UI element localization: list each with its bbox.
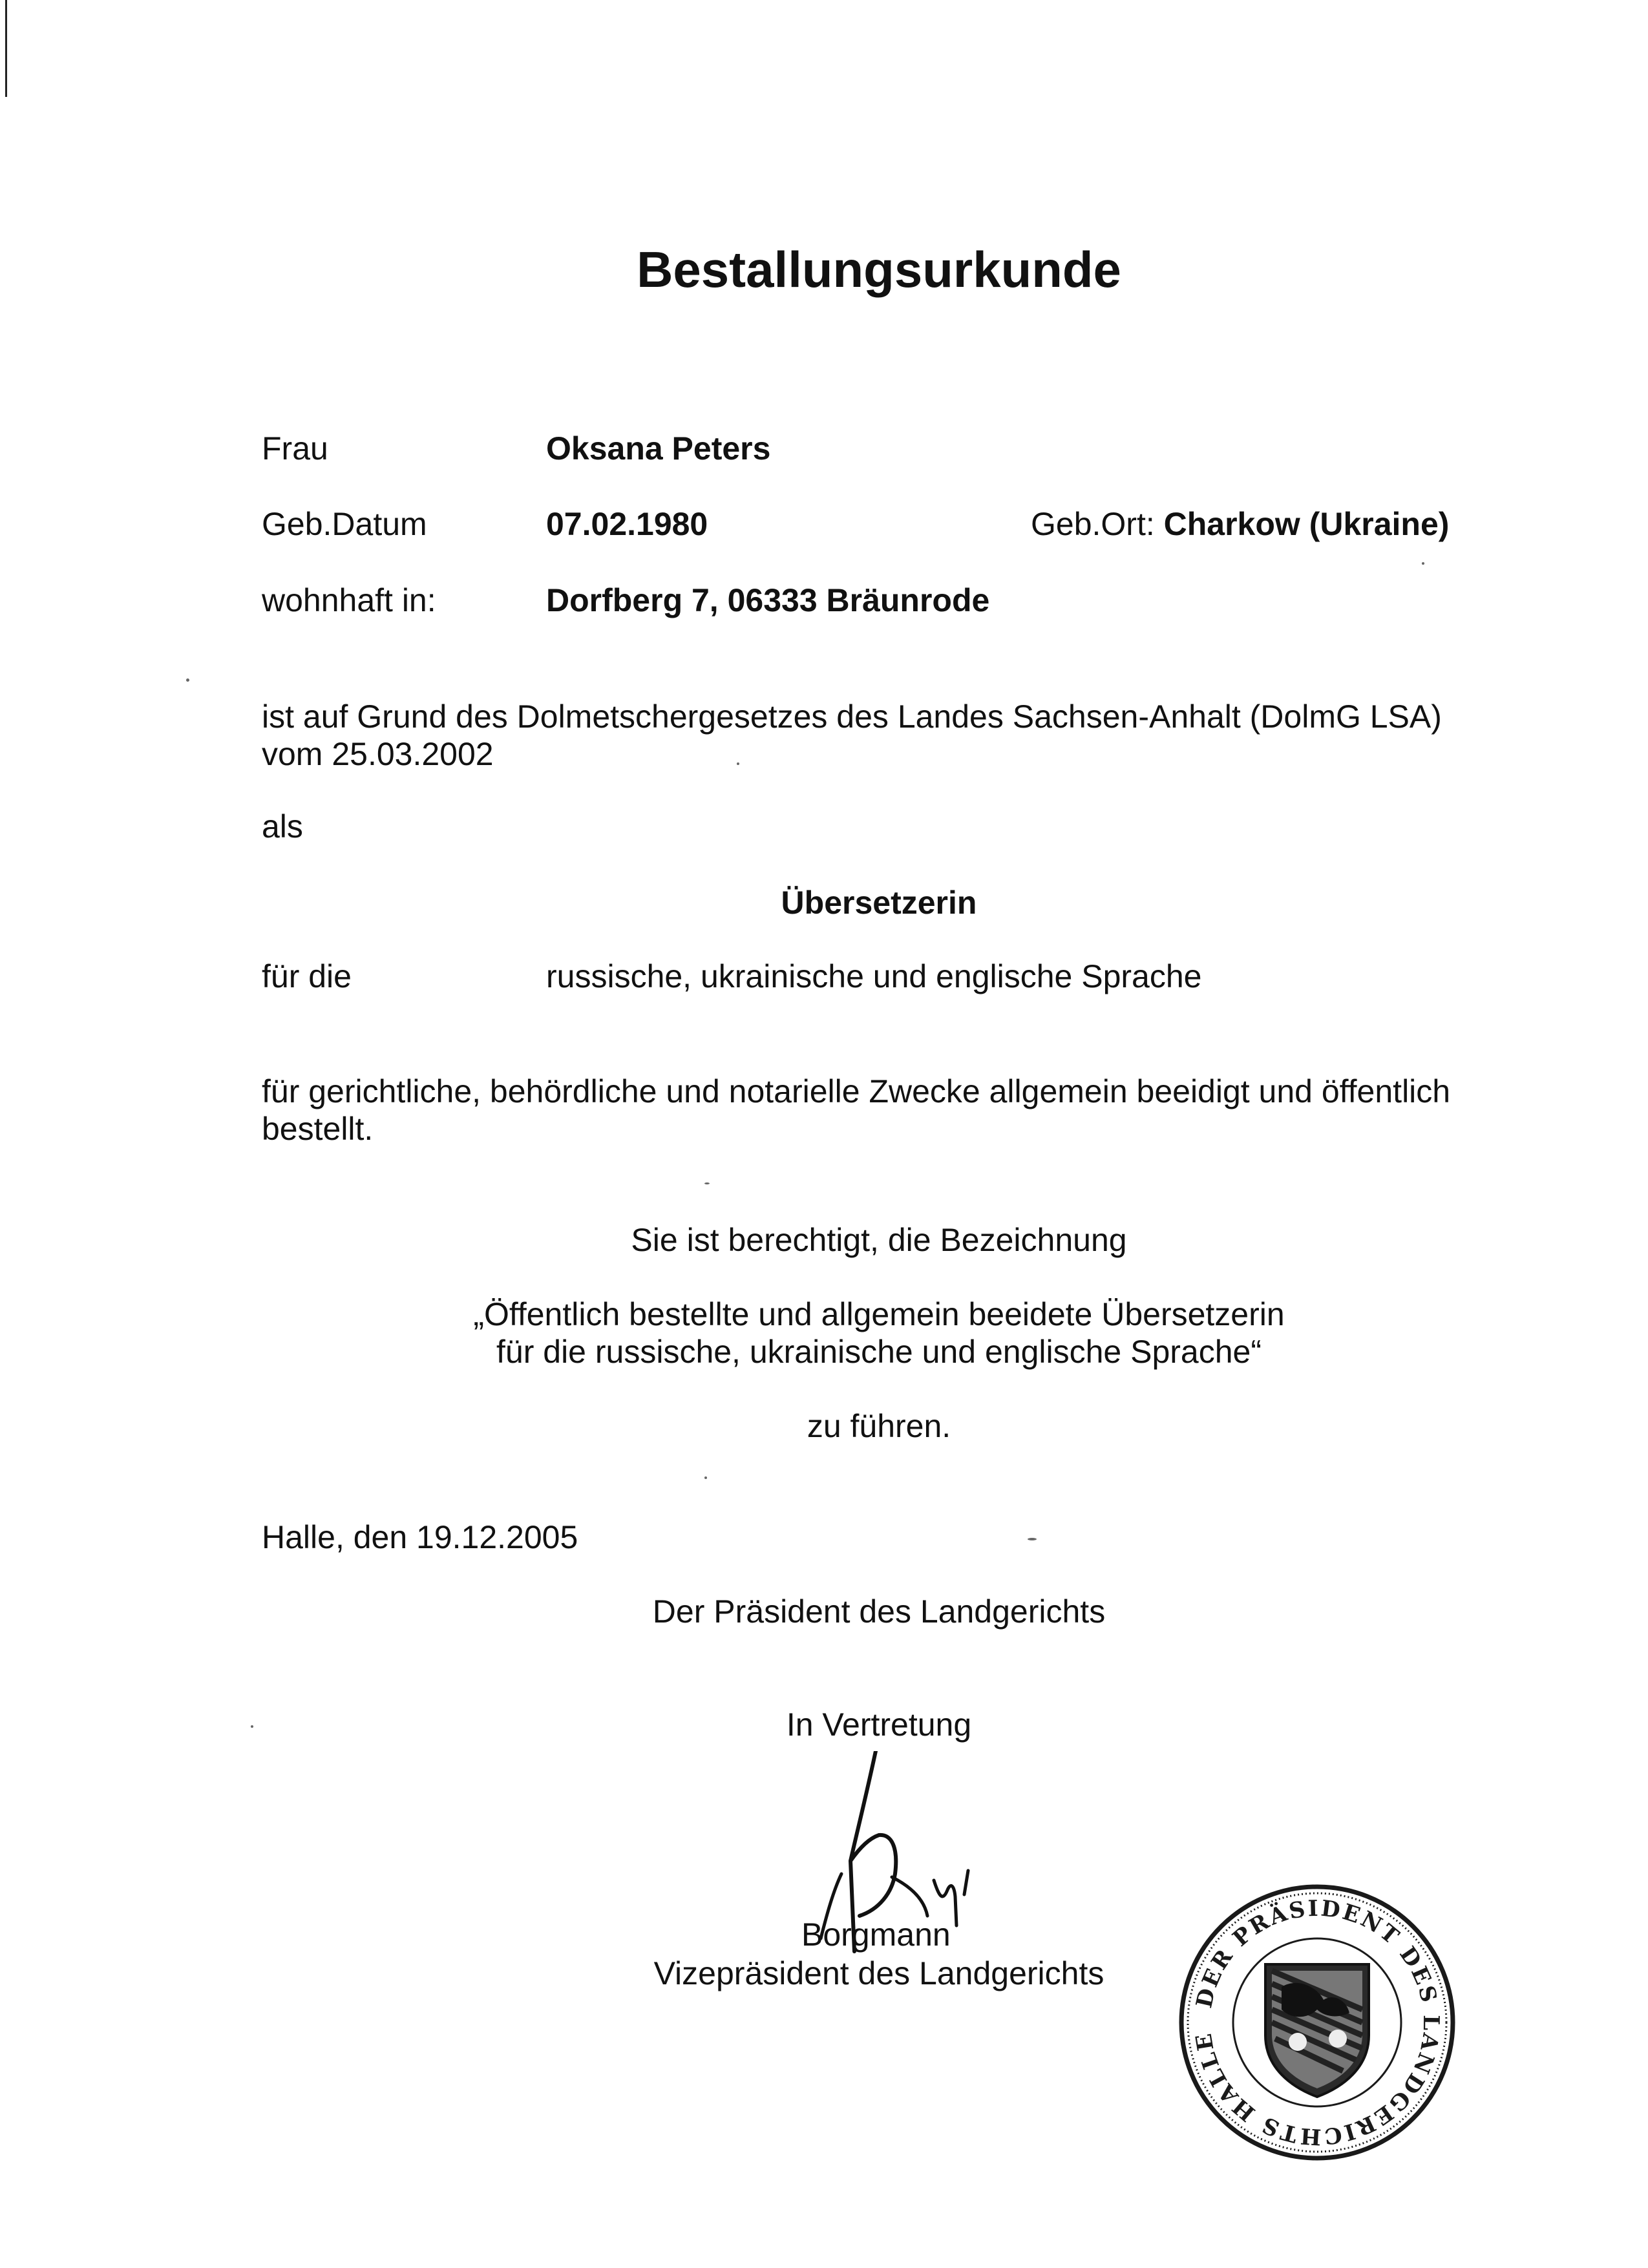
issuer-text: Der Präsident des Landgerichts (652, 1593, 1106, 1630)
residence-value: Dorfberg 7, 06333 Bräunrode (546, 582, 990, 618)
legal-basis-line-2: vom 25.03.2002 (262, 736, 494, 772)
languages-label: für die (262, 958, 352, 994)
residence-label: wohnhaft in: (262, 582, 436, 618)
entitled-text: Sie ist berechtigt, die Bezeichnung (631, 1222, 1127, 1258)
scan-speck (1422, 562, 1424, 565)
signatory-title: Vizepräsident des Landgerichts (653, 1955, 1104, 1991)
scan-speck (704, 1182, 710, 1184)
birth-date-label: Geb.Datum (262, 506, 427, 542)
purpose-line-2: bestellt. (262, 1111, 374, 1147)
scan-speck (704, 1476, 707, 1479)
court-seal-icon (1168, 1874, 1466, 2171)
languages-value: russische, ukrainische und englische Sprache (546, 958, 1202, 994)
to-use-text: zu führen. (807, 1408, 951, 1444)
scan-speck (1028, 1538, 1037, 1540)
document-title: Bestallungsurkunde (637, 241, 1121, 298)
salutation-label: Frau (262, 430, 328, 467)
scan-speck (737, 762, 739, 765)
legal-basis-line-1: ist auf Grund des Dolmetschergesetzes des Landes Sachsen-Anhalt (DolmG LSA) (262, 698, 1442, 735)
birth-place-label: Geb.Ort: (1031, 506, 1155, 542)
als-text: als (262, 808, 303, 845)
role-title: Übersetzerin (781, 885, 977, 921)
scan-edge-mark (5, 0, 7, 97)
scan-speck (251, 1725, 253, 1728)
official-seal-stamp (1168, 1874, 1466, 2171)
place-date: Halle, den 19.12.2005 (262, 1519, 578, 1555)
designation-line-2: für die russische, ukrainische und englische Sprache“ (496, 1334, 1262, 1370)
on-behalf-text: In Vertretung (786, 1706, 972, 1743)
signatory-name: Borgmann (801, 1916, 951, 1953)
person-name: Oksana Peters (546, 430, 771, 467)
purpose-line-1: für gerichtliche, behördliche und notarielle Zwecke allgemein beeidigt und öffentlich (262, 1073, 1451, 1109)
svg-text:DER PRÄSIDENT DES LANDGERICHTS: DER PRÄSIDENT DES LANDGERICHTS HALLE (1190, 1895, 1444, 2150)
birth-place-row (1031, 505, 1449, 543)
scan-speck (186, 678, 189, 682)
designation-line-1: „Öffentlich bestellte und allgemein beeidete Übersetzerin (473, 1296, 1285, 1332)
birth-date-value: 07.02.1980 (546, 506, 708, 542)
birth-place-value: Charkow (Ukraine) (1163, 506, 1450, 542)
